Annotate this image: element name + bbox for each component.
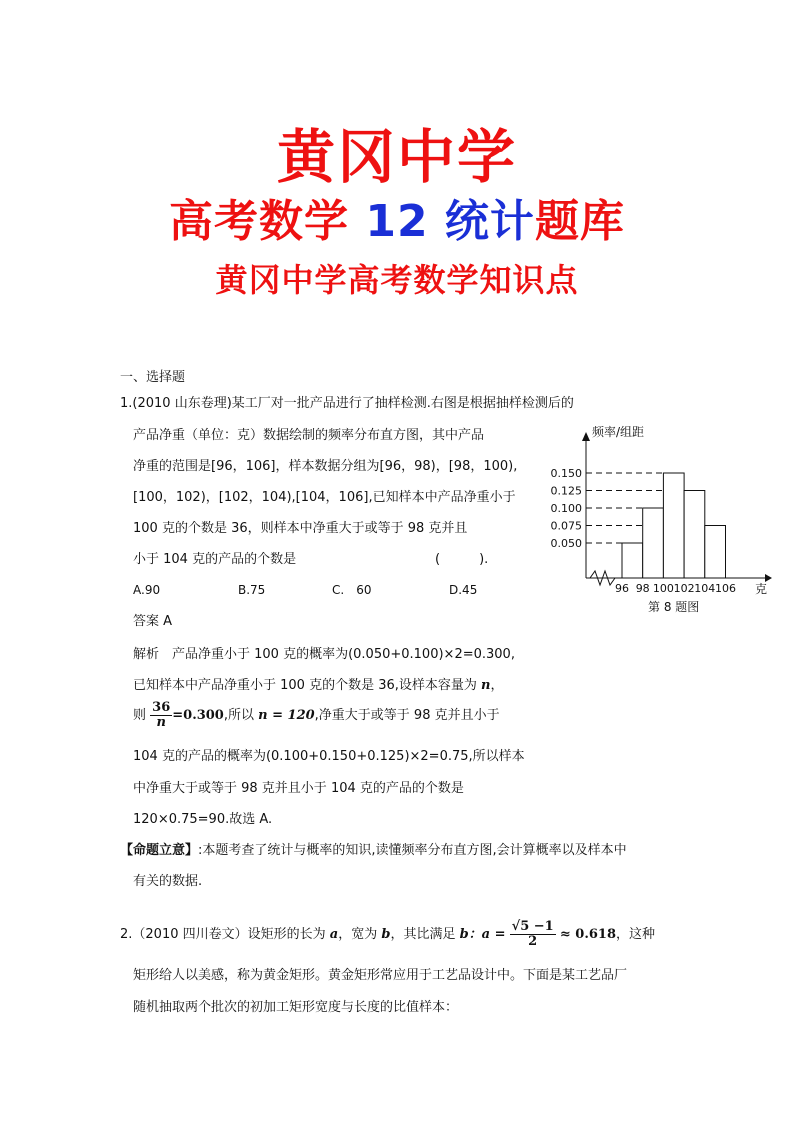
y-tick-label-4: 0.050 — [550, 537, 582, 550]
x-tick-label-1: 98 — [635, 582, 650, 595]
q1-analysis-3-text: ,净重大于或等于 98 克并且小于 — [314, 708, 500, 723]
q1-choice-b: B.75 — [238, 583, 266, 597]
histogram-bar-0 — [622, 543, 643, 578]
var-a: a — [329, 927, 339, 942]
q1-intent-2: 有关的数据. — [133, 874, 203, 889]
q1-choice-d: D.45 — [449, 583, 478, 597]
y-tick-label-2: 0.100 — [550, 502, 582, 515]
q1-analysis-2-comma: ， — [490, 678, 504, 693]
q1-analysis-3 — [133, 701, 500, 731]
intent-label: 【命题立意】 — [120, 843, 199, 858]
q1-then: 则 — [133, 708, 147, 723]
q2-line3: 随机抽取两个批次的初加工矩形宽度与长度的比值样本： — [133, 1000, 459, 1015]
histogram-bar-3 — [684, 491, 705, 579]
intent-text: :本题考查了统计与概率的知识,读懂频率分布直方图,会计算概率以及样本中 — [198, 843, 627, 858]
eq-value: =0.300 — [172, 708, 224, 723]
q1-choice-a: A.90 — [133, 583, 161, 597]
y-tick-label-0: 0.150 — [550, 467, 582, 480]
fraction-36-over-n — [150, 701, 172, 730]
title-subject-part1: 高考数学 — [169, 196, 366, 247]
q1-line5: 100 克的个数是 36，则样本中净重大于或等于 98 克并且 — [133, 521, 468, 536]
x-axis-arrow-icon — [765, 574, 772, 582]
q1-analysis-2 — [133, 678, 504, 694]
golden-ratio-fraction — [510, 920, 556, 949]
fraction-denominator: n — [156, 715, 166, 730]
q1-so: ,所以 — [223, 708, 259, 723]
q2-line1-mid2: ，其比满足 — [390, 927, 460, 942]
q1-line6: 小于 104 克的产品的个数是 — [133, 552, 297, 567]
histogram-ylabel: 频率/组距 — [592, 425, 645, 439]
x-tick-label-4: 104 — [694, 582, 716, 595]
q1-line1: 1.(2010 山东卷理)某工厂对一批产品进行了抽样检测.右图是根据抽样检测后的 — [120, 396, 574, 411]
q1-analysis-2-text: 已知样本中产品净重小于 100 克的个数是 36,设样本容量为 — [133, 678, 482, 693]
q1-analysis-1: 解析 产品净重小于 100 克的概率为(0.050+0.100)×2=0.300, — [133, 647, 515, 662]
y-tick-label-3: 0.075 — [550, 519, 582, 533]
q1-choice-c: C. 60 — [332, 583, 372, 597]
histogram-bar-2 — [663, 473, 684, 578]
histogram-bar-4 — [705, 526, 726, 579]
q2-line1-mid: ，宽为 — [338, 927, 382, 942]
q1-analysis-5: 中净重大于或等于 98 克并且小于 104 克的产品的个数是 — [133, 781, 464, 796]
y-axis-arrow-icon — [582, 432, 590, 441]
q1-answer-paren: ( ). — [435, 552, 489, 567]
q2-line1-text: 2.（2010 四川卷文）设矩形的长为 — [120, 927, 330, 942]
q2-line1 — [120, 920, 655, 949]
x-tick-label-3: 102 — [673, 582, 695, 595]
histogram-caption: 第 8 题图 — [648, 600, 700, 614]
section-heading: 一、选择题 — [120, 370, 186, 385]
q1-analysis-4: 104 克的产品的概率为(0.100+0.150+0.125)×2=0.75,所以样本 — [133, 749, 525, 764]
n-equals: n = 120 — [258, 708, 315, 723]
title-knowledge: 黄冈中学高考数学知识点 — [215, 261, 579, 299]
golden-numerator: √5 −1 — [511, 919, 554, 934]
var-n: n — [481, 678, 491, 693]
q1-answer: 答案 A — [133, 614, 173, 629]
golden-denominator: 2 — [528, 934, 538, 949]
q1-line3: 净重的范围是[96，106]，样本数据分组为[96，98)，[98，100), — [133, 459, 518, 474]
title-subject-part3: 题库 — [534, 196, 625, 247]
q1-line4: [100，102)，[102，104),[104，106],已知样本中产品净重小于 — [133, 490, 516, 505]
q2-line2: 矩形给人以美感，称为黄金矩形。黄金矩形常应用于工艺品设计中。下面是某工艺品厂 — [133, 968, 628, 983]
title-subject-part2: 12 统计 — [365, 196, 535, 247]
golden-approx: ≈ 0.618 — [559, 927, 616, 942]
fraction-numerator: 36 — [152, 700, 171, 715]
q2-line1-post: ，这种 — [616, 927, 656, 942]
histogram-chart — [550, 420, 775, 620]
q1-intent — [120, 843, 627, 859]
x-tick-label-2: 100 — [652, 582, 674, 595]
q1-analysis-6: 120×0.75=90.故选 A. — [133, 812, 273, 827]
var-b: b — [381, 927, 391, 942]
title-school: 黄冈中学 — [276, 123, 517, 191]
q1-line2: 产品净重（单位：克）数据绘制的频率分布直方图，其中产品 — [133, 428, 485, 443]
histogram-bar-1 — [643, 508, 664, 578]
y-tick-label-1: 0.125 — [550, 484, 582, 498]
title-subject — [0, 185, 794, 249]
x-tick-label-5: 106 — [715, 582, 736, 595]
histogram-xlabel: 克 — [755, 582, 768, 596]
x-tick-label-0: 96 — [615, 582, 629, 595]
ratio-lhs: b：a = — [459, 927, 506, 942]
